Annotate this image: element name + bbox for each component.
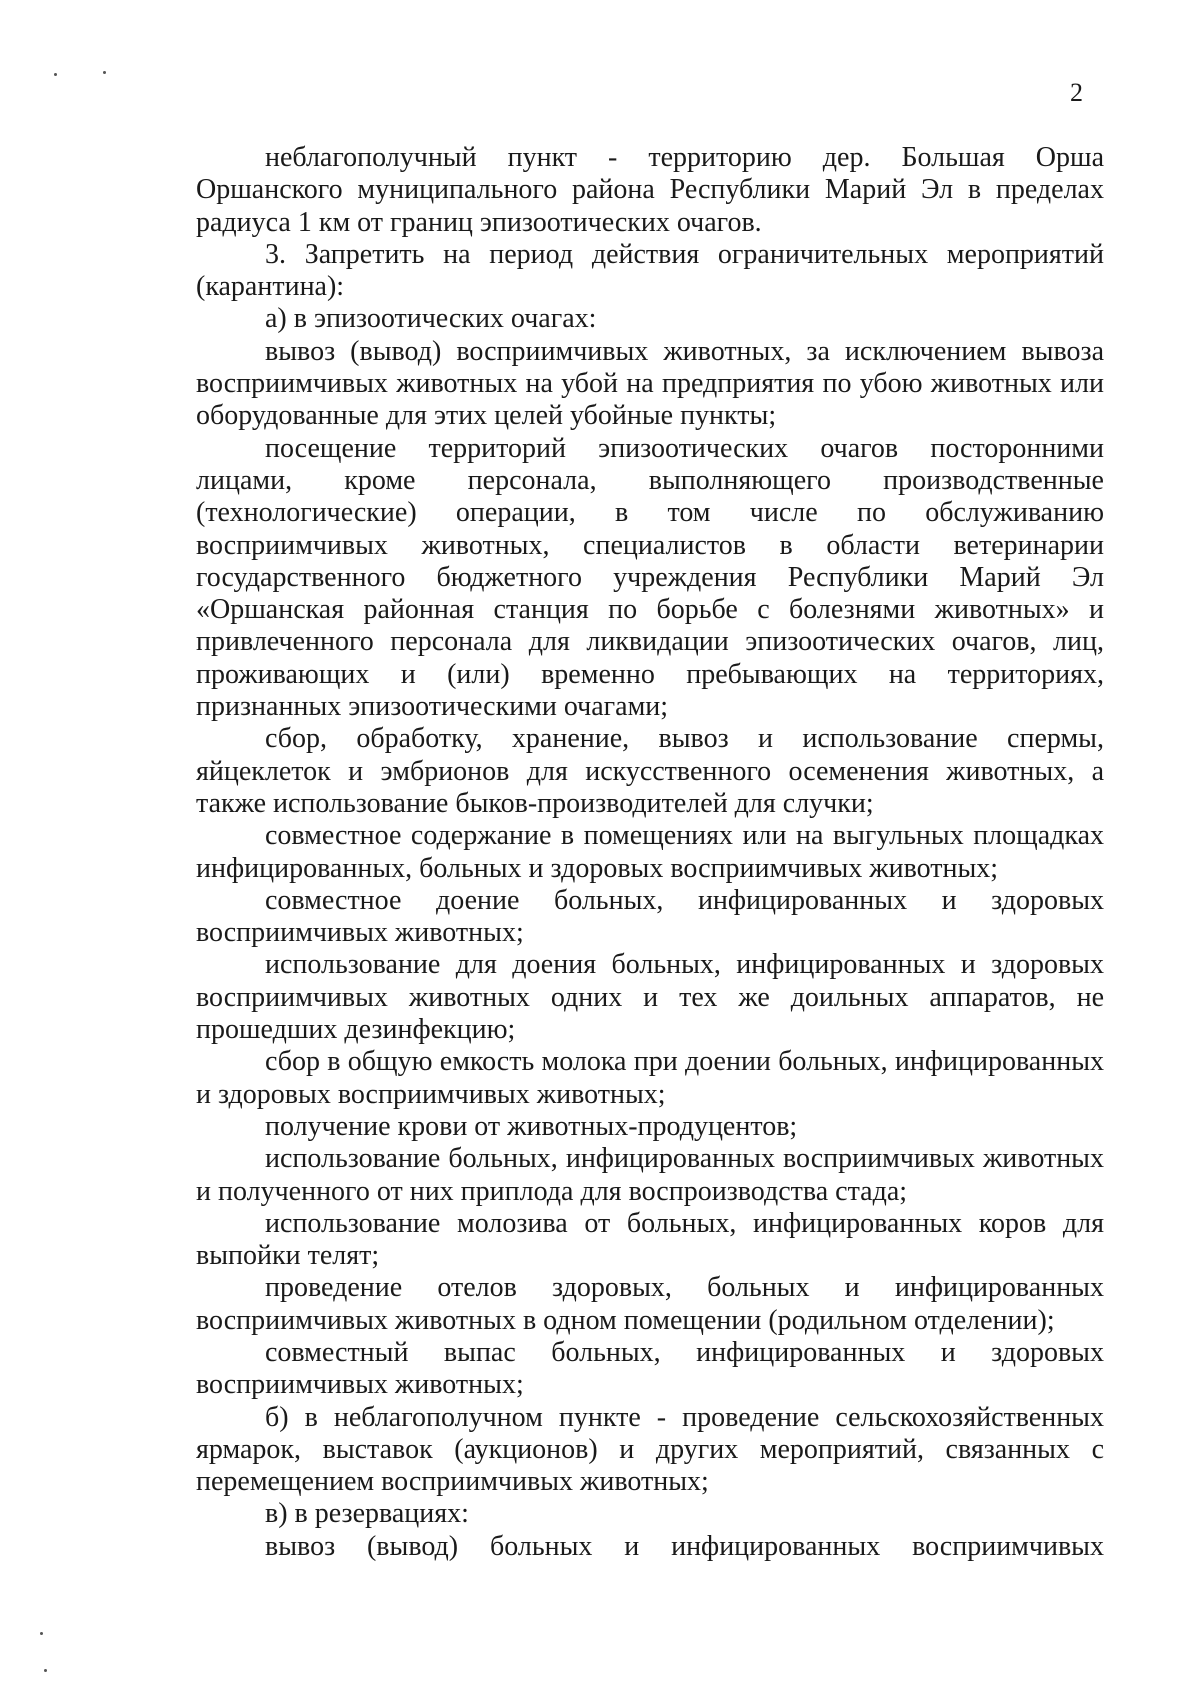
paragraph: неблагополучный пункт - территорию дер. Большая Орша Оршанского муниципального района Республики Марий Эл в пределах радиуса 1 км от границ эпизоотических очагов. — [196, 142, 1104, 238]
paragraph: совместный выпас больных, инфицированных и здоровых восприимчивых животных; — [196, 1336, 1104, 1401]
paragraph: использование больных, инфицированных восприимчивых животных и полученного от них приплода для воспроизводства стада; — [196, 1143, 1104, 1207]
paragraph: проведение отелов здоровых, больных и инфицированных восприимчивых животных в одном помещении (родильном отделении); — [196, 1272, 1104, 1336]
paragraph: получение крови от животных-продуцентов; — [265, 1110, 798, 1142]
paragraph: а) в эпизоотических очагах: — [265, 303, 597, 335]
page-number: 2 — [1070, 78, 1083, 107]
paragraph: использование молозива от больных, инфицированных коров для выпойки телят; — [196, 1207, 1104, 1272]
paragraph: сбор в общую емкость молока при доении больных, инфицированных и здоровых восприимчивых животных; — [196, 1046, 1104, 1110]
scan-artifact-dot — [54, 73, 57, 76]
paragraph: вывоз (вывод) больных и инфицированных восприимчивых — [265, 1530, 1104, 1562]
paragraph: использование для доения больных, инфицированных и здоровых восприимчивых животных одних и тех же доильных аппаратов, не прошедших дезинфекцию; — [196, 949, 1104, 1046]
scan-artifact-dot — [40, 1632, 43, 1635]
paragraph: б) в неблагополучном пункте - проведение сельскохозяйственных ярмарок, выставок (аукционов) и других мероприятий, связанных с перемещением восприимчивых животных; — [196, 1401, 1104, 1498]
paragraph: сбор, обработку, хранение, вывоз и использование спермы, яйцеклеток и эмбрионов для искусственного осеменения животных, а также использование быков-производителей для случки; — [196, 723, 1104, 819]
paragraph: вывоз (вывод) восприимчивых животных, за исключением вывоза восприимчивых животных на убой на предприятия по убою животных или оборудованные для этих целей убойные пункты; — [196, 335, 1104, 432]
scan-artifact-dot — [44, 1669, 47, 1672]
paragraph: в) в резервациях: — [265, 1498, 469, 1530]
document-body — [196, 142, 1104, 1563]
paragraph: 3. Запретить на период действия ограничительных мероприятий (карантина): — [196, 238, 1104, 303]
paragraph: совместное содержание в помещениях или на выгульных площадках инфицированных, больных и здоровых восприимчивых животных; — [196, 820, 1104, 884]
scan-artifact-dot — [103, 71, 106, 74]
paragraph: совместное доение больных, инфицированных и здоровых восприимчивых животных; — [196, 884, 1104, 949]
paragraph: посещение территорий эпизоотических очагов посторонними лицами, кроме персонала, выполняющего производственные (технологические) операции, в том числе по обслуживанию восприимчивых животных, специалистов в области ветеринарии государственного бюджетного учреждения Республики Марий Эл «Оршанская районная станция по борьбе с болезнями животных» и привлеченного персонала для ликвидации эпизоотических очагов, лиц, проживающих и (или) временно пребывающих на территориях, признанных эпизоотическими очагами; — [196, 432, 1104, 723]
